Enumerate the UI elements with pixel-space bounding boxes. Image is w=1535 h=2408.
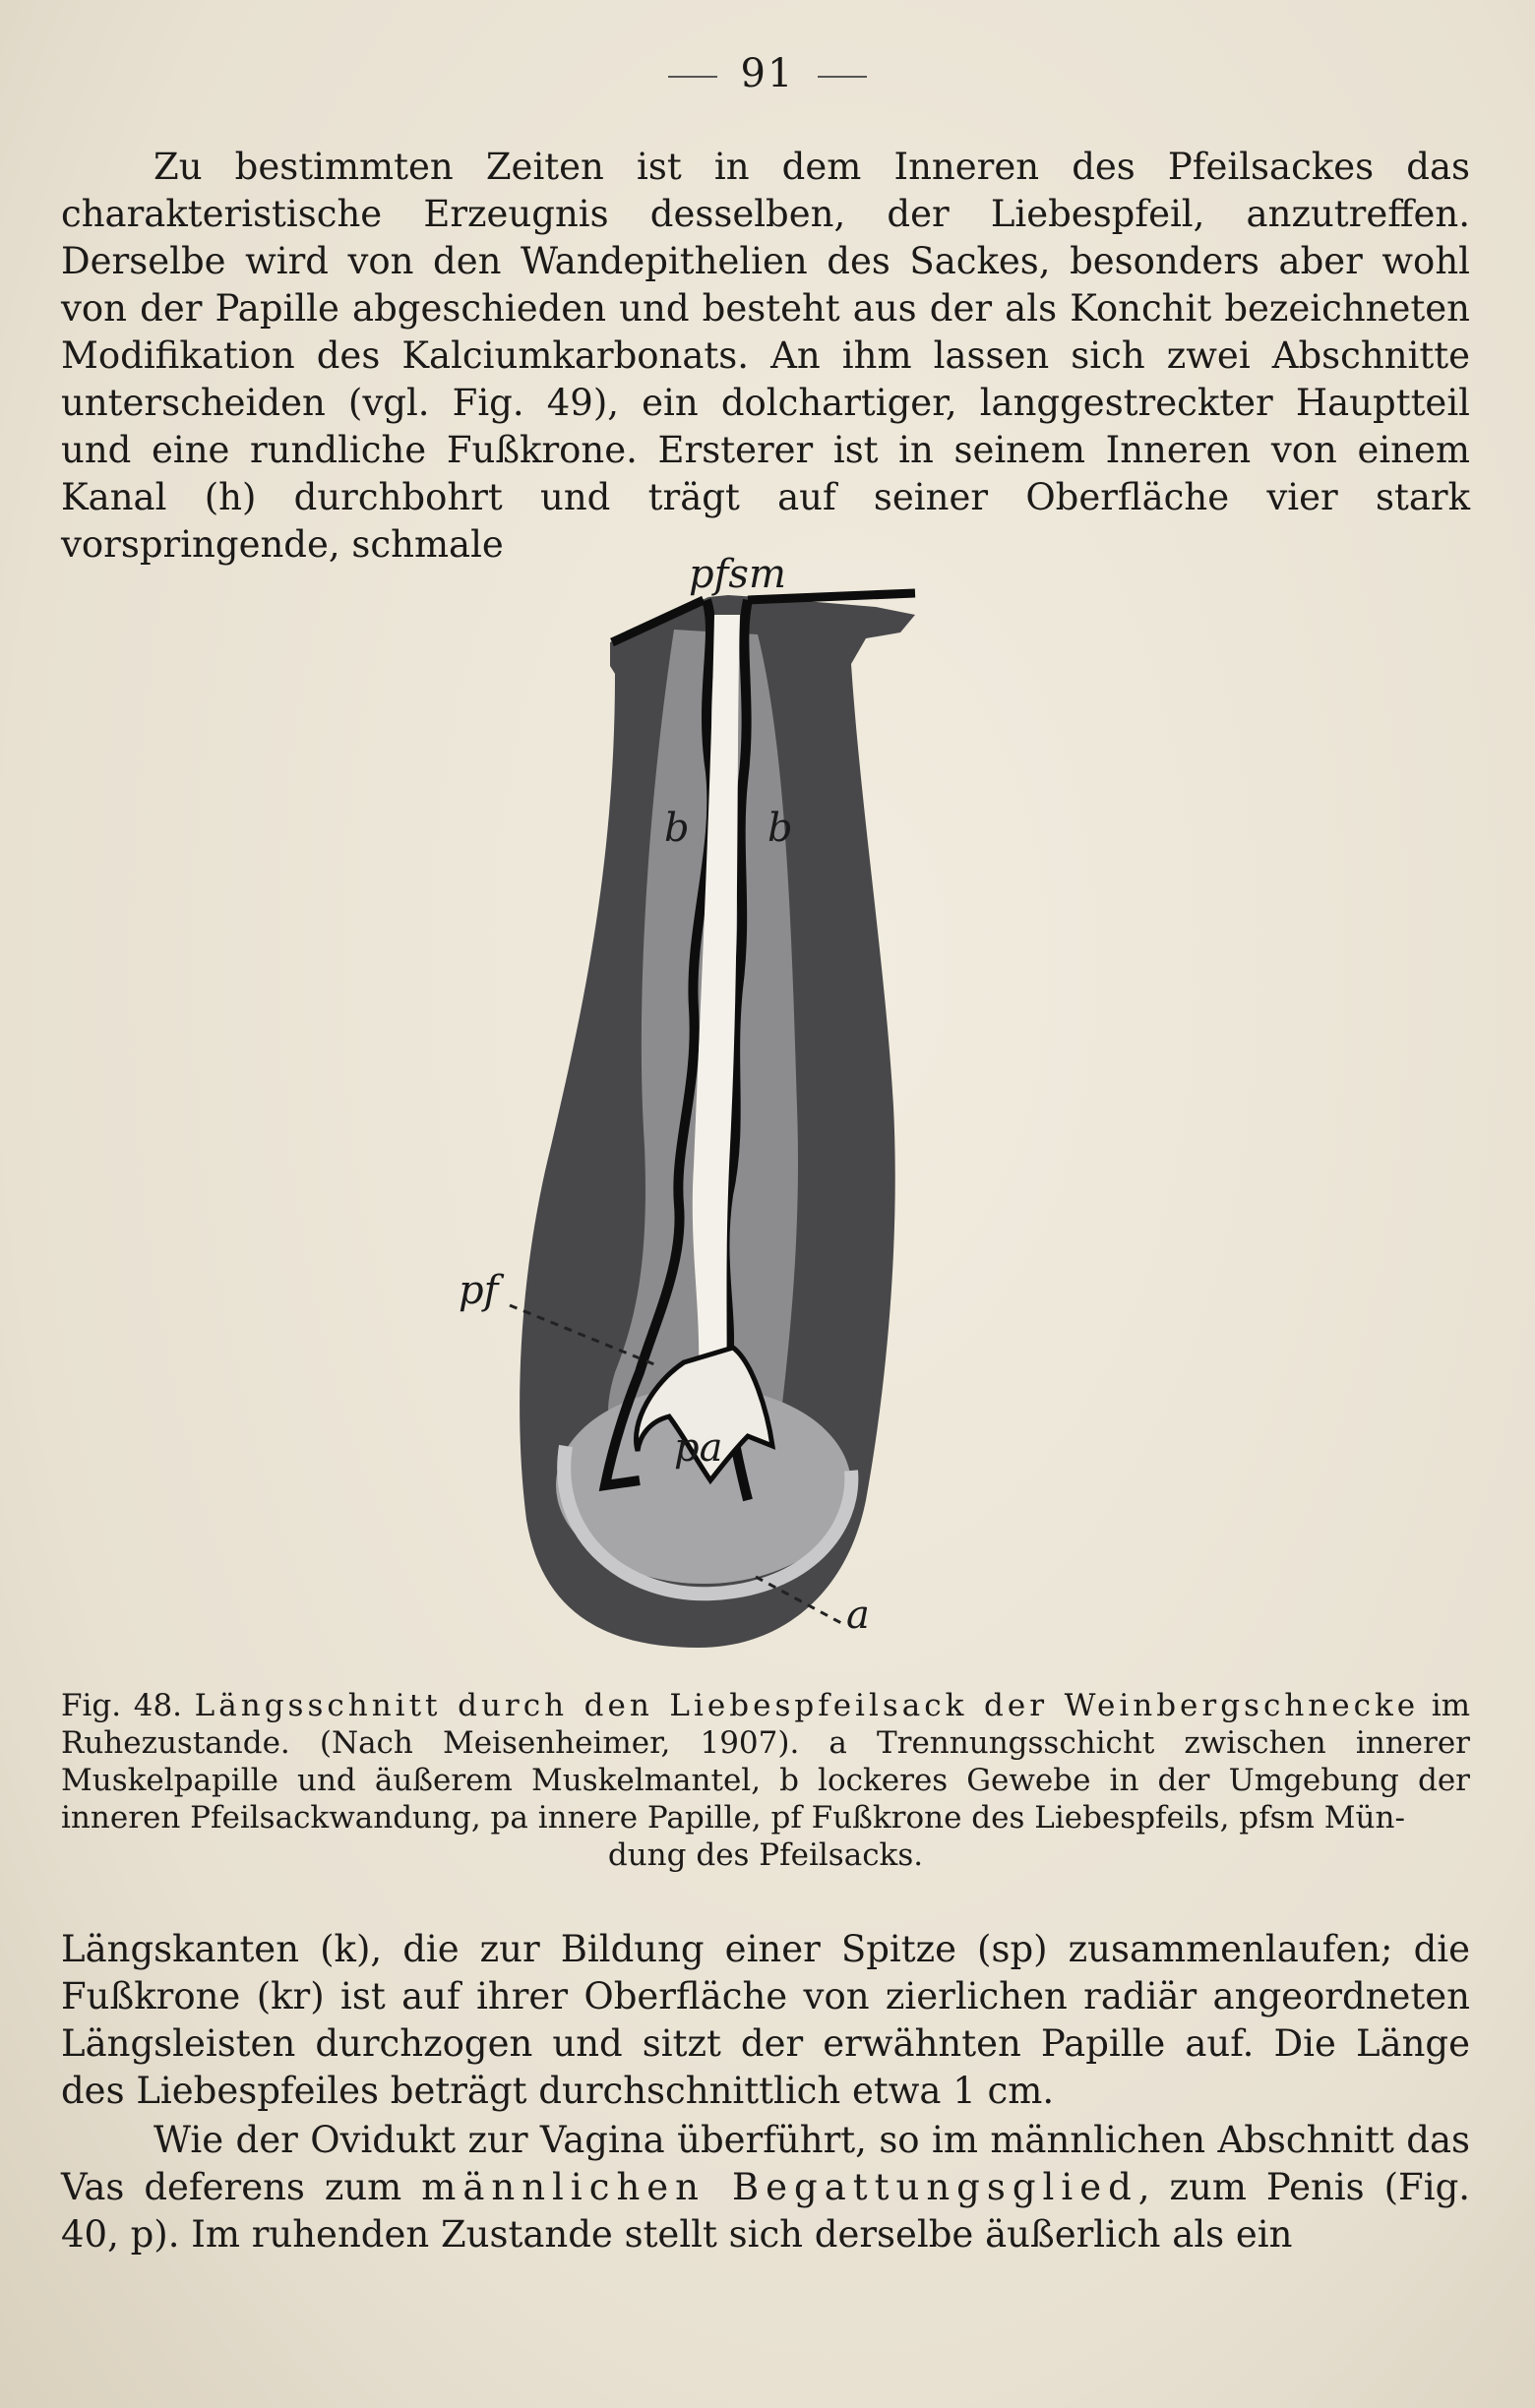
- caption-text: im Ruhezustande. (Nach Meisenheimer, 1907). a Trennungsschicht zwischen innerer Muskelpapille und äußerem Muskelmantel, b lockeres Gewebe in der Umgebung der inneren Pfeilsackwandung, pa innere Papille, pf Fußkrone des Liebespfeils, pfsm Mün-: [61, 1688, 1471, 1836]
- dash-left: [668, 76, 717, 78]
- page-number-line: [0, 51, 1535, 96]
- figure-48: [453, 556, 1023, 1657]
- paragraph-3: [61, 2117, 1470, 2258]
- dash-right: [818, 76, 867, 78]
- label-pf: pf: [459, 1268, 499, 1313]
- paragraph-3-spaced: männlichen Begattungsglied: [421, 2166, 1138, 2208]
- label-b-left: b: [664, 806, 690, 851]
- caption-figure-number: Fig. 48.: [61, 1688, 183, 1723]
- label-a: a: [846, 1593, 870, 1638]
- caption-title: Längsschnitt durch den Liebespfeilsack der Weinbergschnecke: [194, 1688, 1420, 1723]
- paragraph-top: [61, 144, 1470, 569]
- page-number: 91: [740, 51, 795, 96]
- paragraph-2: Längskanten (k), die zur Bildung einer Spitze (sp) zusammenlaufen; die Fußkrone (kr) ist auf ihrer Oberfläche von zierlichen radiär angeordneten Längsleisten durchzogen und sitzt der erwähnten Papille auf. Die Länge des Liebespfeiles beträgt durchschnittlich etwa 1 cm.: [61, 1928, 1470, 2112]
- caption-last-line: dung des Pfeilsacks.: [607, 1837, 924, 1873]
- paragraph-bottom: [61, 1926, 1470, 2258]
- paragraph-1: Zu bestimmten Zeiten ist in dem Inneren des Pfeilsackes das charakteristische Erzeugnis desselben, der Liebespfeil, anzutreffen. Derselbe wird von den Wandepithelien des Sackes, besonders aber wohl von der Papille abgeschieden und besteht aus der als Konchit bezeichneten Modifikation des Kalciumkarbonats. An ihm lassen sich zwei Abschnitte unterscheiden (vgl. Fig. 49), ein dolchartiger, langgestreckter Hauptteil und eine rundliche Fußkrone. Ersterer ist in seinem Inneren von einem Kanal (h) durchbohrt und trägt auf seiner Oberfläche vier stark vorspringende, schmale: [61, 146, 1470, 566]
- figure-caption: [61, 1687, 1470, 1874]
- label-b-right: b: [768, 806, 793, 851]
- paragraph-3-start: Wie der Ovidukt zur Vagina überführt, so im männlichen Abschnitt das Vas deferens zum: [61, 2119, 1470, 2208]
- label-pfsm: pfsm: [689, 556, 786, 597]
- figure-48-drawing: [453, 556, 1023, 1657]
- paragraph-3-end: , zum Penis (Fig. 40, p). Im ruhenden Zustande stellt sich derselbe äußerlich als ein: [61, 2166, 1471, 2256]
- label-pa: pa: [674, 1425, 723, 1471]
